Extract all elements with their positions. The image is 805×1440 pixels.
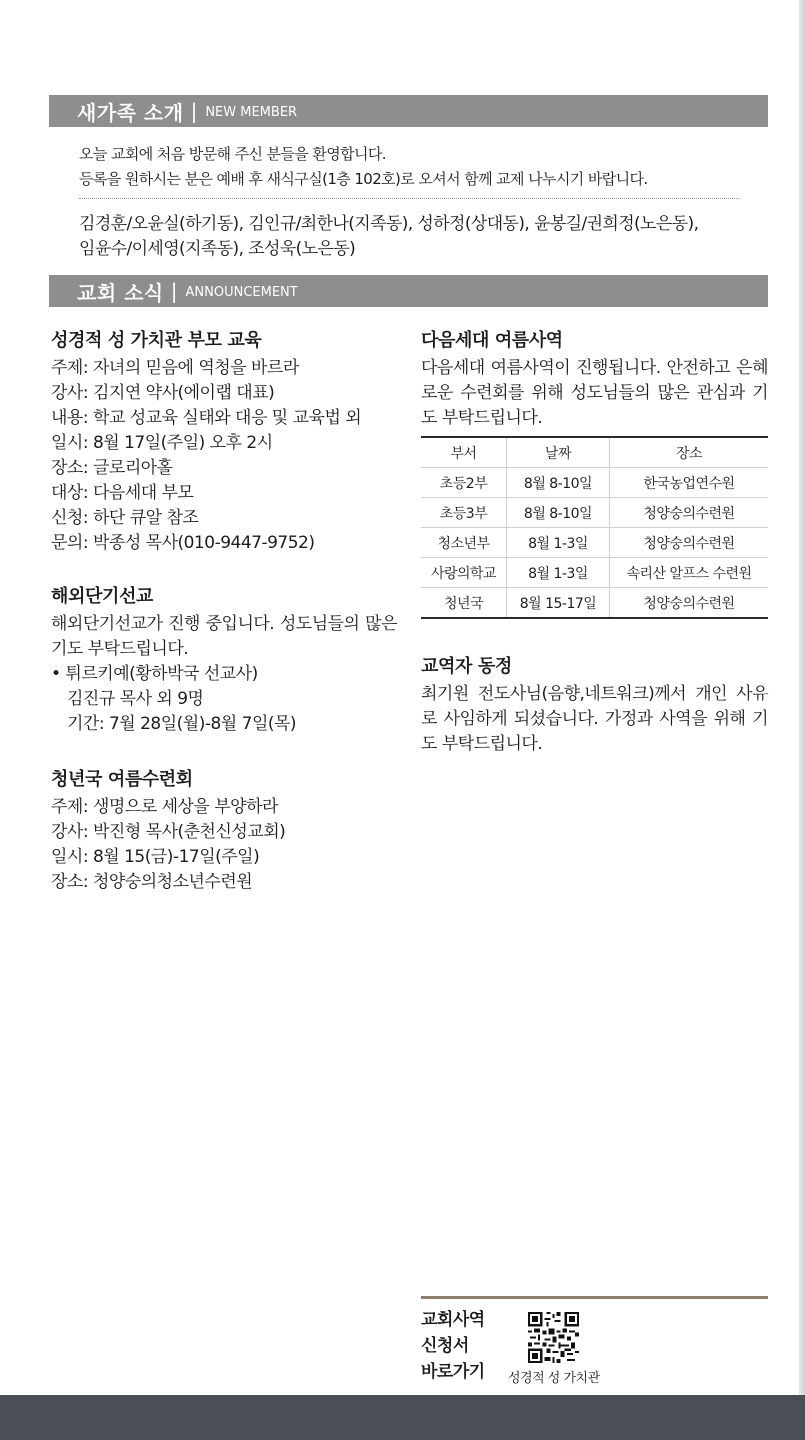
table-header: 날짜 — [507, 437, 610, 468]
info-line: 대상: 다음세대 부모 — [51, 483, 194, 503]
announcement-header — [49, 275, 768, 307]
link-line: 바로가기 — [421, 1362, 485, 1382]
summer-ministry-text: 다음세대 여름사역이 진행됩니다. 안전하고 은혜로운 수련회를 위해 성도님들의 많은 관심과 기도 부탁드립니다. — [421, 358, 768, 428]
overseas-mission-title: 해외단기선교 — [51, 586, 153, 607]
minister-news-text: 최기원 전도사님(음향,네트워크)께서 개인 사유로 사임하게 되셨습니다. 가정과 사역을 위해 기도 부탁드립니다. — [421, 684, 768, 754]
table-header: 장소 — [610, 437, 769, 468]
summer-ministry-table — [421, 436, 768, 619]
qr-code-icon[interactable] — [528, 1312, 579, 1363]
overseas-mission-text: 해외단기선교가 진행 중입니다. 성도님들의 많은 기도 부탁드립니다. — [51, 614, 397, 659]
footer-bar — [0, 1395, 805, 1440]
table-cell: 8월 1-3일 — [507, 558, 610, 588]
announcement-title-en: ANNOUNCEMENT — [185, 285, 298, 300]
parent-education-title: 성경적 성 가치관 부모 교육 — [51, 330, 262, 351]
table-row — [421, 498, 768, 528]
table-cell: 청양숭의수련원 — [610, 498, 769, 528]
table-cell: 청양숭의수련원 — [610, 528, 769, 558]
info-line: 장소: 글로리아홀 — [51, 458, 173, 478]
minister-news-title: 교역자 동정 — [421, 656, 512, 677]
info-line: 일시: 8월 17일(주일) 오후 2시 — [51, 433, 273, 453]
info-line: 강사: 김지연 약사(에이랩 대표) — [51, 383, 275, 403]
youth-retreat-block — [51, 765, 401, 895]
youth-retreat-title: 청년국 여름수련회 — [51, 769, 193, 790]
new-member-names — [79, 212, 769, 262]
table-header-row — [421, 437, 768, 468]
names-line: 김경훈/오윤실(하기동), 김인규/최한나(지족동), 성하정(상대동), 윤봉길/권희정(노은동), — [79, 214, 699, 234]
table-row — [421, 558, 768, 588]
table-row — [421, 468, 768, 498]
table-cell: 청년국 — [421, 588, 507, 619]
overseas-mission-block — [51, 582, 397, 737]
table-cell: 초등3부 — [421, 498, 507, 528]
intro-line: 오늘 교회에 처음 방문해 주신 분들을 환영합니다. — [79, 145, 386, 163]
info-line: 주제: 자녀의 믿음에 역청을 바르라 — [51, 358, 299, 378]
qr-caption: 성경적 성 가치관 — [508, 1371, 600, 1386]
link-line: 신청서 — [421, 1336, 469, 1356]
ministry-application-link[interactable] — [421, 1307, 485, 1385]
new-member-title-en: NEW MEMBER — [205, 105, 298, 120]
table-cell: 속리산 알프스 수련원 — [610, 558, 769, 588]
table-cell: 한국농업연수원 — [610, 468, 769, 498]
bottom-divider — [421, 1296, 768, 1299]
dotted-divider — [79, 198, 739, 199]
summer-ministry-block — [421, 326, 768, 431]
mission-bullet: • 튀르키예(황하박국 선교사) — [51, 664, 258, 684]
page-edge-shadow — [799, 0, 805, 1395]
table-cell: 8월 8-10일 — [507, 468, 610, 498]
header-separator: | — [190, 99, 198, 123]
names-line: 임윤수/이세영(지족동), 조성욱(노은동) — [79, 239, 356, 259]
table-cell: 8월 1-3일 — [507, 528, 610, 558]
summer-ministry-title: 다음세대 여름사역 — [421, 330, 563, 351]
header-separator: | — [170, 279, 178, 303]
info-line: 내용: 학교 성교육 실태와 대응 및 교육법 외 — [51, 408, 362, 428]
mission-detail: 김진규 목사 외 9명 — [67, 689, 204, 709]
parent-education-block — [51, 326, 401, 556]
info-line: 문의: 박종성 목사(010-9447-9752) — [51, 533, 315, 553]
info-line: 주제: 생명으로 세상을 부양하라 — [51, 797, 278, 817]
info-line: 신청: 하단 큐알 참조 — [51, 508, 199, 528]
table-cell: 초등2부 — [421, 468, 507, 498]
info-line: 장소: 청양숭의청소년수련원 — [51, 872, 253, 892]
link-line: 교회사역 — [421, 1310, 485, 1330]
table-cell: 8월 15-17일 — [507, 588, 610, 619]
table-cell: 청양숭의수련원 — [610, 588, 769, 619]
table-row — [421, 588, 768, 619]
new-member-intro — [79, 142, 759, 192]
table-header: 부서 — [421, 437, 507, 468]
announcement-title: 교회 소식 — [77, 280, 164, 305]
info-line: 일시: 8월 15(금)-17일(주일) — [51, 847, 260, 867]
mission-detail: 기간: 7월 28일(월)-8월 7일(목) — [67, 714, 297, 734]
intro-line: 등록을 원하시는 분은 예배 후 새식구실(1층 102호)로 오셔서 함께 교제 나누시기 바랍니다. — [79, 170, 648, 188]
new-member-header — [49, 95, 768, 127]
new-member-title: 새가족 소개 — [77, 100, 184, 125]
table-cell: 8월 8-10일 — [507, 498, 610, 528]
minister-news-block — [421, 652, 768, 757]
table-cell: 사랑의학교 — [421, 558, 507, 588]
table-cell: 청소년부 — [421, 528, 507, 558]
info-line: 강사: 박진형 목사(춘천신성교회) — [51, 822, 286, 842]
table-row — [421, 528, 768, 558]
